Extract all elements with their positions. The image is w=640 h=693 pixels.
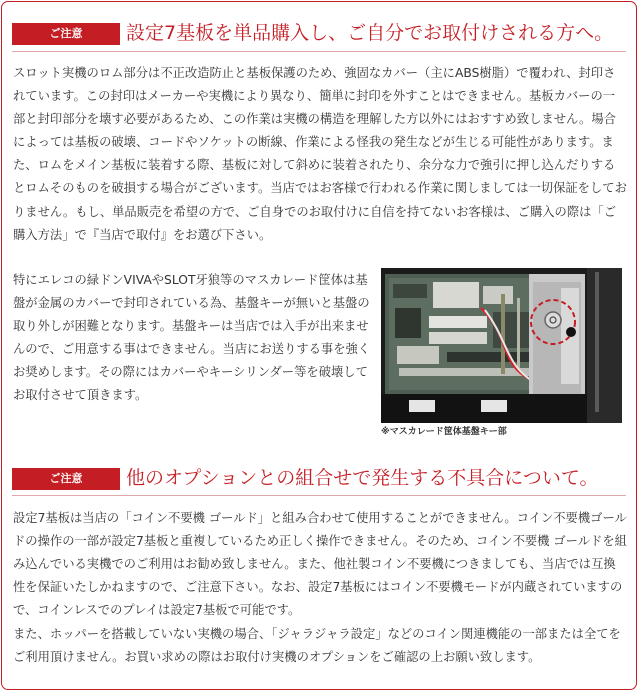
cabinet-key-photo bbox=[381, 268, 622, 423]
section2-divider bbox=[12, 495, 626, 496]
section2-body2: また、ホッパーを搭載していない実機の場合、「ジャラジャラ設定」などのコイン関連機能の一部または全てをご利用頂けません。お買い求めの際はお取付け実機のオプションをご確認の上お願い致します。 bbox=[13, 627, 621, 665]
section1-divider bbox=[12, 51, 626, 52]
cabinet-key-illustration bbox=[381, 268, 622, 423]
section2-body: 設定7基板は当店の「コイン不要機 ゴールド」と組み合わせて使用することができません。コイン不要機ゴールドの操作の一部が設定7基板と重複しているため正しく操作できません。そのため、コイン不要機 ゴールドを組み込んでいる実機でのご利用はお勧め致しません。また、他社製コイン不要機につきましても、当店では互換性を保証いたしかねますので、ご注意下さい。なお、設定7基板にはコイン不要機モードが内蔵されていますので、コインレスでのプレイは設定7基板で可能です。 bbox=[13, 511, 627, 618]
section1-note: 特にエレコの緑ドンVIVAやSLOT牙狼等のマスカレード筐体は基盤が金属のカバーで封印されている為、基盤キーが無いと基盤の取り外しが困難となります。基盤キーは当店では入手が出来ませんので、ご用意する事はできません。当店にお送りする事を強くお奨めします。その際にはカバーやキーシリンダー等を破壊してお取付させて頂きます。 bbox=[13, 273, 371, 403]
section2-title: 他のオプションとの組合せで発生する不具合について。 bbox=[126, 467, 599, 489]
photo-caption: ※マスカレード筐体基盤キー部 bbox=[381, 427, 507, 437]
section1-title: 設定7基板を単品購入し、ご自分でお取付けされる方へ。 bbox=[126, 22, 614, 44]
caution-badge: ご注意 bbox=[12, 468, 120, 490]
caution-badge: ご注意 bbox=[12, 23, 120, 45]
section1-body: スロット実機のロム部分は不正改造防止と基板保護のため、強固なカバー（主にABS樹脂）で覆われ、封印されています。この封印はメーカーや実機により異なり、簡単に封印を外すことはできません。基板カバーの一部と封印部分を壊す必要があるため、この作業は実機の構造を理解した方以外にはおすすめ致しません。場合によっては基板の破壊、コードやソケットの断線、作業による怪我の発生などが生じる可能性があります。また、ロムをメイン基板に装着する際、基板に対して斜めに装着されたり、余分な力で強引に押し込んだりするとロムそのものを破損する場合がございます。当店ではお客様で行われる作業に関しましては一切保証をしておりません。もし、単品販売を希望の方で、ご自身でのお取付けに自信を持てないお客様は、ご購入の際は「ご購入方法」で『当店で取付』をお選び下さい。 bbox=[13, 66, 627, 242]
